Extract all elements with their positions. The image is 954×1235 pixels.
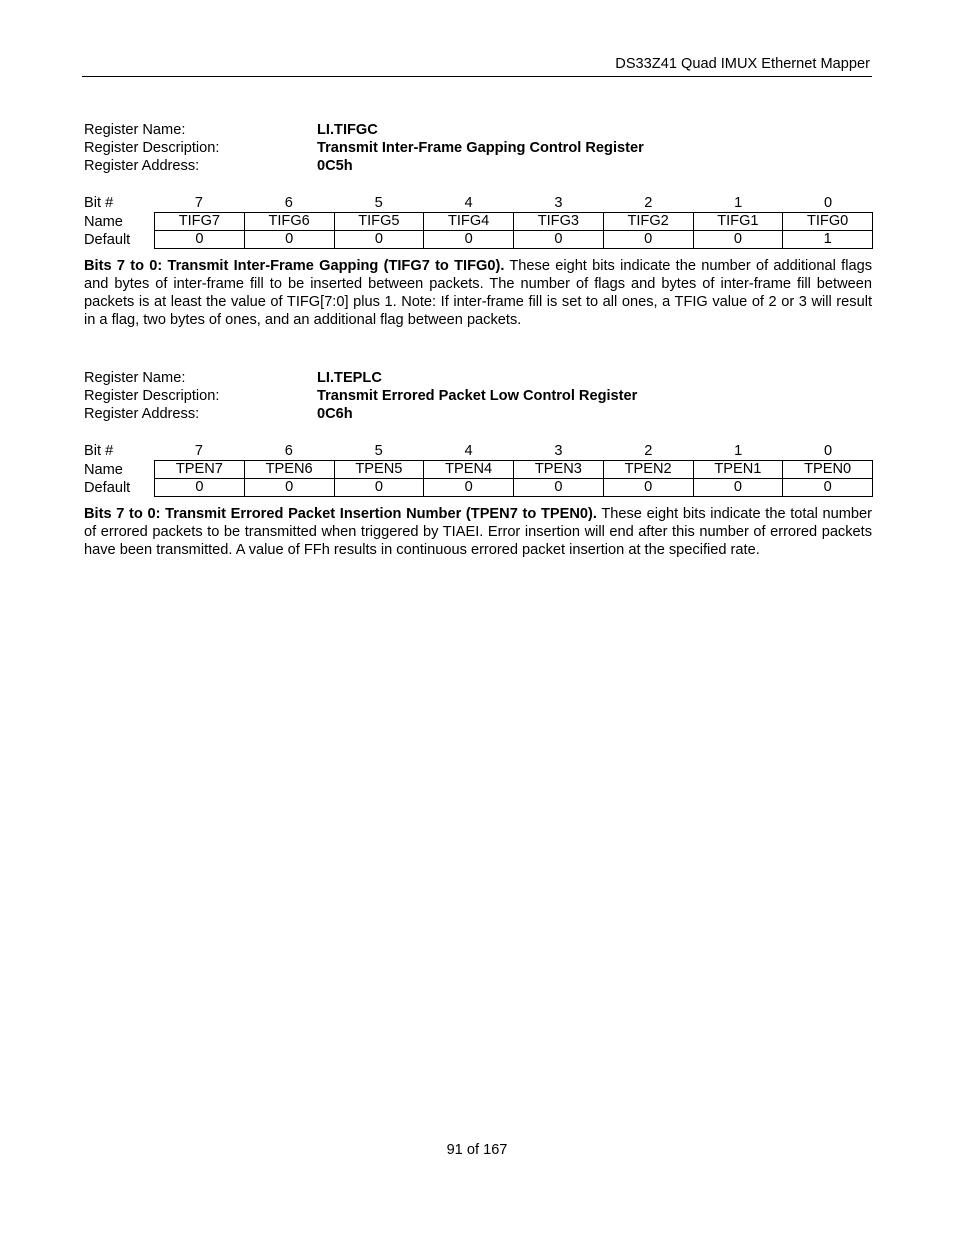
register-name-label: Register Name: — [84, 122, 186, 138]
bit-number: 3 — [554, 443, 563, 459]
register-name-value: LI.TIFGC — [317, 122, 378, 138]
register-section-teplc — [84, 369, 872, 559]
register-address-label: Register Address: — [84, 406, 200, 422]
register-name-row — [84, 369, 872, 387]
bit-default-cell: 0 — [334, 479, 424, 497]
bit-description-body: These eight bits indicate the total number of errored packets to be transmitted when triggered by TIAEI. Error insertion will end after this number of errored packets have been transmitted. A value of FFh results in continuous errored packet insertion at the specified rate. — [84, 506, 872, 558]
bit-default-cell: 0 — [514, 231, 604, 249]
bit-name-cell: TIFG1 — [693, 213, 783, 231]
bit-number: 5 — [374, 195, 383, 211]
bit-number: 0 — [824, 195, 833, 211]
register-address-value: 0C5h — [317, 158, 353, 174]
bit-numbers — [154, 194, 873, 212]
header-rule — [82, 76, 872, 77]
bit-name-cell: TPEN7 — [155, 461, 245, 479]
bit-name-label: Name — [84, 462, 123, 478]
bit-numbers — [154, 442, 873, 460]
register-description-label: Register Description: — [84, 140, 220, 156]
bit-name-cell: TPEN5 — [334, 461, 424, 479]
bit-number: 6 — [284, 443, 293, 459]
bit-name-cell: TPEN2 — [603, 461, 693, 479]
register-name-label: Register Name: — [84, 370, 186, 386]
bit-number: 7 — [194, 195, 203, 211]
bit-name-cell: TIFG4 — [424, 213, 514, 231]
register-description-value: Transmit Inter-Frame Gapping Control Register — [317, 140, 644, 156]
register-address-row — [84, 157, 872, 175]
bit-number: 0 — [824, 443, 833, 459]
bit-number: 3 — [554, 195, 563, 211]
bit-default-row — [155, 231, 873, 249]
register-name-value: LI.TEPLC — [317, 370, 382, 386]
bit-number: 4 — [464, 443, 473, 459]
bit-table — [154, 212, 873, 249]
bit-default-cell: 1 — [783, 231, 873, 249]
bit-name-cell: TPEN1 — [693, 461, 783, 479]
register-description-label: Register Description: — [84, 388, 220, 404]
bit-number: 1 — [734, 195, 743, 211]
bit-name-cell: TPEN0 — [783, 461, 873, 479]
register-description-value: Transmit Errored Packet Low Control Register — [317, 388, 638, 404]
bit-name-cell: TPEN4 — [424, 461, 514, 479]
bit-name-cell: TIFG3 — [514, 213, 604, 231]
bit-number-label: Bit # — [84, 195, 114, 211]
bit-name-cell: TPEN3 — [514, 461, 604, 479]
bit-description-title: Bits 7 to 0: Transmit Inter-Frame Gapping (TIFG7 to TIFG0). — [84, 258, 505, 274]
bit-name-cell: TIFG7 — [155, 213, 245, 231]
bit-number: 2 — [644, 443, 653, 459]
register-address-value: 0C6h — [317, 406, 353, 422]
bit-number: 2 — [644, 195, 653, 211]
bit-default-row — [155, 479, 873, 497]
bit-default-cell: 0 — [603, 479, 693, 497]
register-address-label: Register Address: — [84, 158, 200, 174]
bit-default-cell: 0 — [424, 479, 514, 497]
bit-default-label: Default — [84, 480, 131, 496]
bit-description-title: Bits 7 to 0: Transmit Errored Packet Insertion Number (TPEN7 to TPEN0). — [84, 506, 597, 522]
bit-name-cell: TIFG6 — [244, 213, 334, 231]
bit-name-cell: TIFG0 — [783, 213, 873, 231]
bit-default-cell: 0 — [424, 231, 514, 249]
bit-number: 7 — [194, 443, 203, 459]
bit-name-row — [155, 213, 873, 231]
bit-table — [154, 460, 873, 497]
bit-default-cell: 0 — [244, 479, 334, 497]
register-name-row — [84, 121, 872, 139]
bit-map — [84, 441, 872, 497]
register-section-tifgc — [84, 121, 872, 329]
bit-number: 1 — [734, 443, 743, 459]
bit-number: 5 — [374, 443, 383, 459]
bit-default-cell: 0 — [155, 479, 245, 497]
bit-default-cell: 0 — [514, 479, 604, 497]
bit-number: 6 — [284, 195, 293, 211]
bit-default-label: Default — [84, 232, 131, 248]
register-address-row — [84, 405, 872, 423]
bit-name-row — [155, 461, 873, 479]
bit-description — [84, 257, 872, 329]
bit-name-cell: TIFG2 — [603, 213, 693, 231]
bit-default-cell: 0 — [334, 231, 424, 249]
bit-default-cell: 0 — [244, 231, 334, 249]
bit-default-cell: 0 — [155, 231, 245, 249]
bit-name-cell: TIFG5 — [334, 213, 424, 231]
bit-default-cell: 0 — [693, 479, 783, 497]
bit-name-cell: TPEN6 — [244, 461, 334, 479]
bit-default-cell: 0 — [783, 479, 873, 497]
bit-description-body: These eight bits indicate the number of additional flags and bytes of inter-frame fill to be inserted between packets. The number of flags and bytes of inter-frame fill between packets is at least the value of TIFG[7:0] plus 1. Note: If inter-frame fill is set to all ones, a TFIG value of 2 or 3 will result in a flag, two bytes of ones, and an additional flag between packets. — [84, 258, 872, 328]
bit-default-cell: 0 — [693, 231, 783, 249]
bit-map — [84, 193, 872, 249]
bit-default-cell: 0 — [603, 231, 693, 249]
bit-name-label: Name — [84, 214, 123, 230]
bit-number-label: Bit # — [84, 443, 114, 459]
bit-number: 4 — [464, 195, 473, 211]
register-description-row — [84, 387, 872, 405]
page-number: 91 of 167 — [446, 1142, 508, 1158]
page-header-title: DS33Z41 Quad IMUX Ethernet Mapper — [615, 56, 870, 72]
bit-description — [84, 505, 872, 559]
register-description-row — [84, 139, 872, 157]
